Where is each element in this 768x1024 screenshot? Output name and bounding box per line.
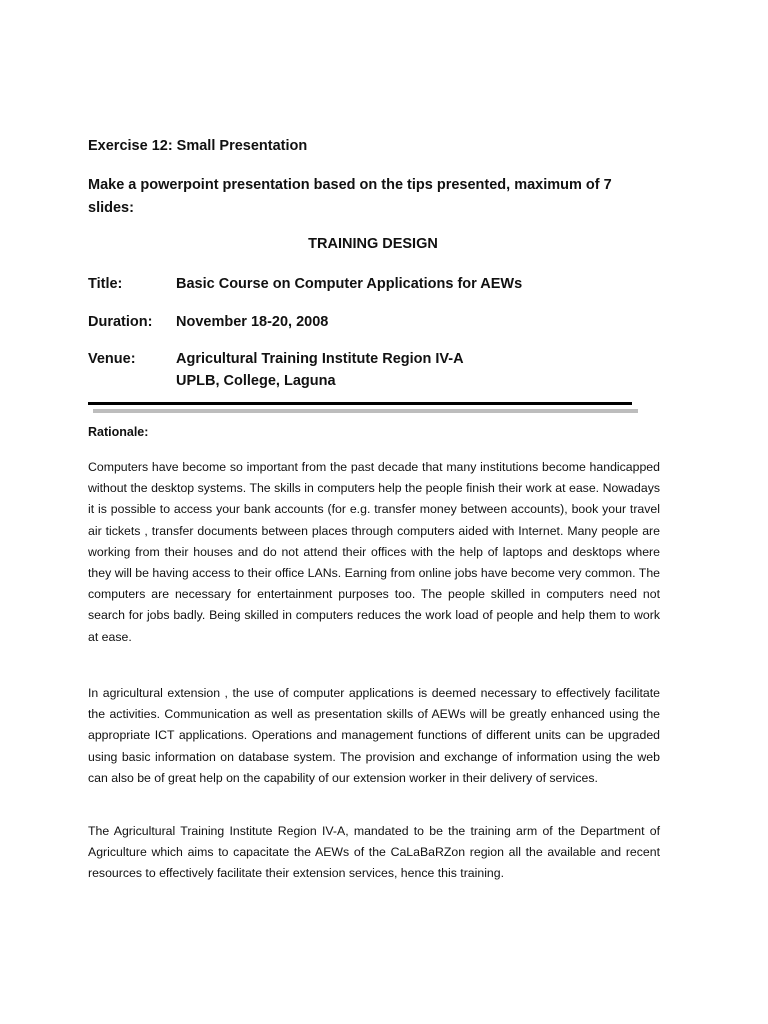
- duration-value: November 18-20, 2008: [176, 314, 329, 330]
- rationale-paragraph: Computers have become so important from the past decade that many institutions become handicapped without the desktop systems. The skills in computers help the people finish their work at ease. Nowadays it is possible to access your bank accounts (for e.g. transfer money between accounts), book your travel air tickets , transfer documents between places through computers aided with Internet. Many people are working from their houses and do not attend their offices with the help of laptops and desktops where they will be having access to their office LANs. Earning from online jobs have become very common. The computers are necessary for entertainment purposes too. The people skilled in computers need not search for jobs badly. Being skilled in computers reduces the work load of people and help them to work at ease.: [88, 460, 660, 644]
- duration-label: Duration:: [88, 314, 153, 330]
- divider-thin: [93, 409, 638, 413]
- venue-line-1: Agricultural Training Institute Region IV-A: [176, 351, 464, 367]
- venue-label: Venue:: [88, 351, 136, 367]
- title-label: Title:: [88, 276, 123, 292]
- divider-thick: [88, 402, 632, 405]
- training-design-heading: TRAINING DESIGN: [308, 236, 438, 252]
- exercise-title: Exercise 12: Small Presentation: [88, 138, 308, 154]
- venue-line-2: UPLB, College, Laguna: [176, 373, 336, 389]
- rationale-paragraph: In agricultural extension , the use of computer applications is deemed necessary to effectively facilitate the activities. Communication as well as presentation skills of AEWs will be greatly enhanced using the appropriate ICT applications. Operations and management functions of different units can be upgraded using basic information on database system. The provision and exchange of information using the web can also be of great help on the capability of our extension worker in their delivery of services.: [88, 686, 660, 785]
- venue-value: [176, 348, 646, 392]
- rationale-heading: Rationale:: [88, 425, 149, 439]
- rationale-paragraph: The Agricultural Training Institute Region IV-A, mandated to be the training arm of the Department of Agriculture which aims to capacitate the AEWs of the CaLaBaRZon region all the available and recent resources to effectively facilitate their extension services, hence this training.: [88, 824, 660, 881]
- title-value: Basic Course on Computer Applications for AEWs: [176, 276, 523, 292]
- exercise-instruction: Make a powerpoint presentation based on the tips presented, maximum of 7 slides:: [88, 177, 612, 216]
